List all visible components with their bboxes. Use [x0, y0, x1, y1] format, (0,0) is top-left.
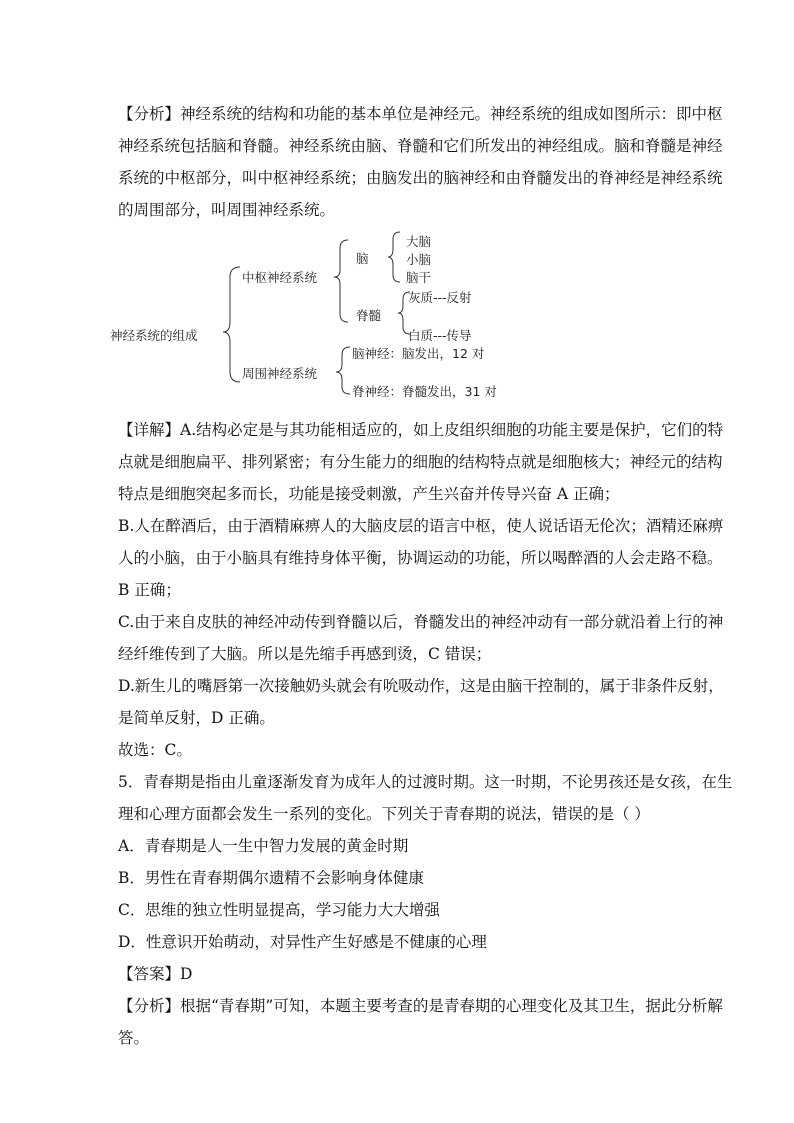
text-line: 的周围部分，叫周围神经系统。	[118, 201, 336, 219]
question-stem-line: 理和心理方面都会发生一系列的变化。下列关于青春期的说法，错误的是（ ）	[118, 805, 650, 823]
central-brace	[334, 240, 348, 322]
text-line: 【分析】根据“青春期”可知，本题主要考查的是青春期的心理变化及其卫生，据此分析解	[118, 997, 723, 1015]
option-c: C．思维的独立性明显提高，学习能力大大增强	[118, 901, 440, 919]
diagram-root-label: 神经系统的组成	[110, 328, 198, 343]
diagram-gray-matter-label: 灰质---反射	[408, 290, 472, 305]
root-brace	[223, 267, 240, 382]
text-line: 特点是细胞突起多而长，功能是接受刺激，产生兴奋并传导兴奋 A 正确；	[118, 485, 620, 503]
text-line: 是简单反射，D 正确。	[118, 709, 275, 727]
diagram-central-label: 中枢神经系统	[242, 270, 318, 285]
detail-paragraph	[118, 414, 724, 766]
text-line: 答。	[118, 1029, 150, 1047]
text-line: 点就是细胞扁平、排列紧密；有分生能力的细胞的结构特点就是细胞核大；神经元的结构	[118, 453, 723, 471]
option-a: A．青春期是人一生中智力发展的黄金时期	[118, 837, 409, 855]
diagram-brainstem-label: 脑干	[406, 270, 432, 285]
diagram-spinal-cord-label: 脊髓	[356, 308, 382, 323]
diagram-white-matter-label: 白质---传导	[408, 328, 472, 343]
diagram-brain-label: 脑	[356, 251, 369, 266]
question-stem-line: 5．青春期是指由儿童逐渐发育为成年人的过渡时期。这一时期，不论男孩还是女孩，在生	[118, 773, 733, 791]
text-line: C.由于来自皮肤的神经冲动传到脊髓以后，脊髓发出的神经冲动有一部分就沿着上行的神	[118, 613, 724, 631]
nervous-system-diagram	[110, 222, 530, 412]
diagram-spinal-nerves-label: 脊神经：脊髓发出，31 对	[352, 384, 497, 399]
diagram-peripheral-label: 周围神经系统	[242, 366, 318, 381]
diagram-cerebrum-label: 大脑	[406, 234, 432, 249]
peripheral-brace	[336, 347, 350, 394]
text-line: 系统的中枢部分，叫中枢神经系统；由脑发出的脑神经和由脊髓发出的脊神经是神经系统	[118, 169, 723, 187]
text-line: 【详解】A.结构必定是与其功能相适应的，如上皮组织细胞的功能主要是保护，它们的特	[118, 421, 724, 439]
text-line: 神经系统包括脑和脊髓。神经系统由脑、脊髓和它们所发出的神经组成。脑和脊髓是神经	[118, 137, 723, 155]
option-d: D．性意识开始萌动，对异性产生好感是不健康的心理	[118, 933, 487, 951]
text-line: 经纤维传到了大脑。所以是先缩手再感到烫，C 错误；	[118, 645, 492, 663]
question-5	[118, 766, 733, 1054]
brain-brace	[388, 232, 400, 282]
text-line: B.人在醉酒后，由于酒精麻痹人的大脑皮层的语言中枢，使人说话语无伦次；酒精还麻痹	[118, 517, 724, 535]
text-line: 人的小脑，由于小脑具有维持身体平衡，协调运动的功能，所以喝醉酒的人会走路不稳。	[118, 549, 723, 567]
text-line: 故选：C。	[118, 741, 192, 759]
analysis-paragraph-1	[118, 98, 723, 226]
option-b: B．男性在青春期偶尔遗精不会影响身体健康	[118, 869, 424, 887]
text-line: D.新生儿的嘴唇第一次接触奶头就会有吮吸动作，这是由脑干控制的，属于非条件反射，	[118, 677, 724, 695]
diagram-cerebellum-label: 小脑	[406, 252, 432, 267]
text-line: 【分析】神经系统的结构和功能的基本单位是神经元。神经系统的组成如图所示：即中枢	[118, 105, 723, 123]
diagram-cranial-nerves-label: 脑神经：脑发出，12 对	[352, 346, 485, 361]
answer-line: 【答案】D	[118, 965, 193, 983]
text-line: B 正确；	[118, 581, 181, 599]
